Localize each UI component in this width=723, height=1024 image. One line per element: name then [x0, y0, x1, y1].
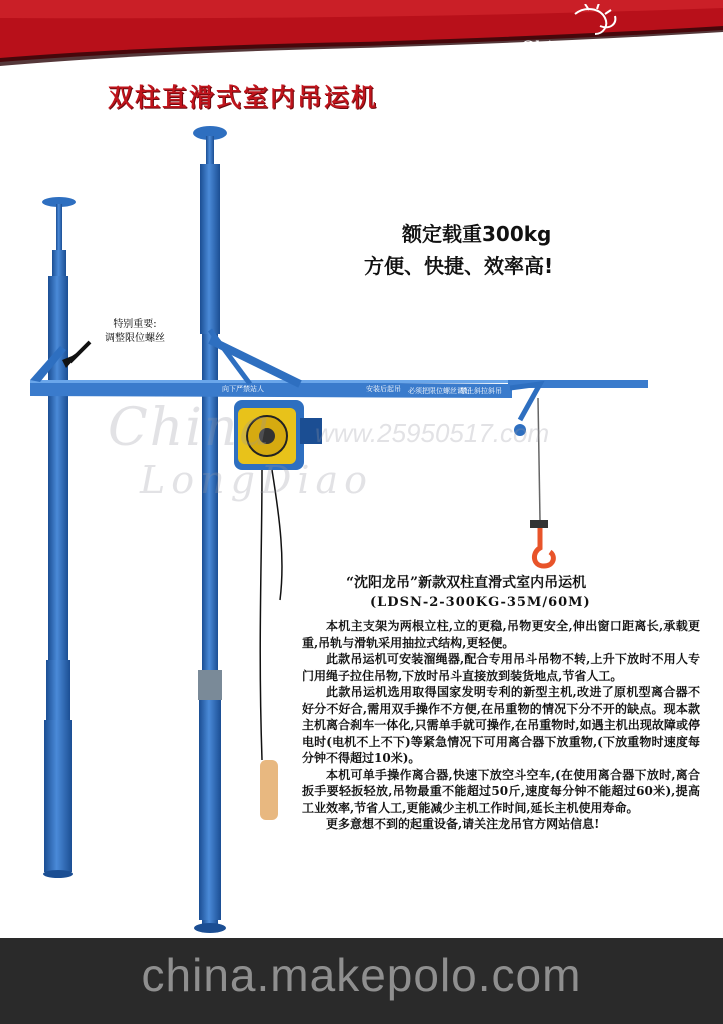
- product-model: (LDSN-2-300KG-35M/60M): [370, 595, 591, 610]
- description-paragraph: 此款吊运机可安装溜绳器,配合专用吊斗吊物不转,上升下放时不用人专门用绳子拉住吊物,下放时吊斗直接放到装货地点,节省人工。: [302, 652, 700, 683]
- footer-watermark: china.makepolo.com: [141, 949, 582, 1001]
- description-paragraph: 本机可单手操作离合器,快速下放空斗空车,(在使用离合器下放时,离合扳手要轻扳轻放,吊物最重不能超过50斤,速度每分钟不能超过60米),提高工业效率,节省人工,更能减少主机工作时间,延长主机使用寿命。: [302, 767, 700, 815]
- slogan-headline: 方便、快捷、效率高!: [364, 254, 554, 278]
- product-description: [302, 618, 700, 833]
- arm-label-middle2: 必须把限位螺丝调好: [408, 387, 471, 395]
- lifting-hook: [530, 520, 553, 566]
- brand-url: www.25950517.com: [602, 52, 675, 61]
- brand-name-line2: LongDiao: [532, 58, 614, 76]
- arm-label-left: 向下严禁站人: [222, 385, 264, 393]
- watermark-url: www.25950517.com: [315, 418, 550, 448]
- callout-note: [80, 318, 190, 346]
- capacity-headline: 额定载重300kg: [402, 222, 552, 246]
- pendant-control: [260, 760, 278, 820]
- arm-label-middle1: 安装后起吊: [366, 385, 401, 393]
- product-title: “沈阳龙吊”新款双柱直滑式室内吊运机: [346, 575, 587, 591]
- watermark-line2: LongDiao: [140, 458, 374, 502]
- brand-name-line1: China: [520, 38, 576, 58]
- callout-line1: 特别重要:: [113, 319, 157, 330]
- left-pole: [42, 197, 76, 878]
- description-paragraph: 更多意想不到的起重设备,请关注龙吊官方网站信息!: [326, 817, 600, 831]
- description-paragraph: 本机主支架为两根立柱,立的更稳,吊物更安全,伸出窗口距离长,承载更重,吊轨与滑轨采用抽拉式结构,更轻便。: [302, 619, 700, 650]
- page-title: 双柱直滑式室内吊运机: [108, 83, 379, 112]
- right-pole: [193, 126, 227, 933]
- watermark-line1: China: [108, 398, 273, 458]
- arm-label-right: 禁止斜拉斜吊: [460, 387, 502, 395]
- description-paragraph: 此款吊运机选用取得国家发明专利的新型主机,改进了原机型离合器不好分不好合,需用双手操作不方便,在吊重物的情况下分不开的缺点。现本款主机离合刹车一体化,只需单手就可操作,在吊重物时,如遇主机出现故障或停电时(电机不上不下)等紧急情况下可用离合器下放重物,(下放重物时速度每分钟不得超过10米)。: [302, 685, 700, 765]
- callout-line2: 调整限位螺丝: [105, 333, 165, 344]
